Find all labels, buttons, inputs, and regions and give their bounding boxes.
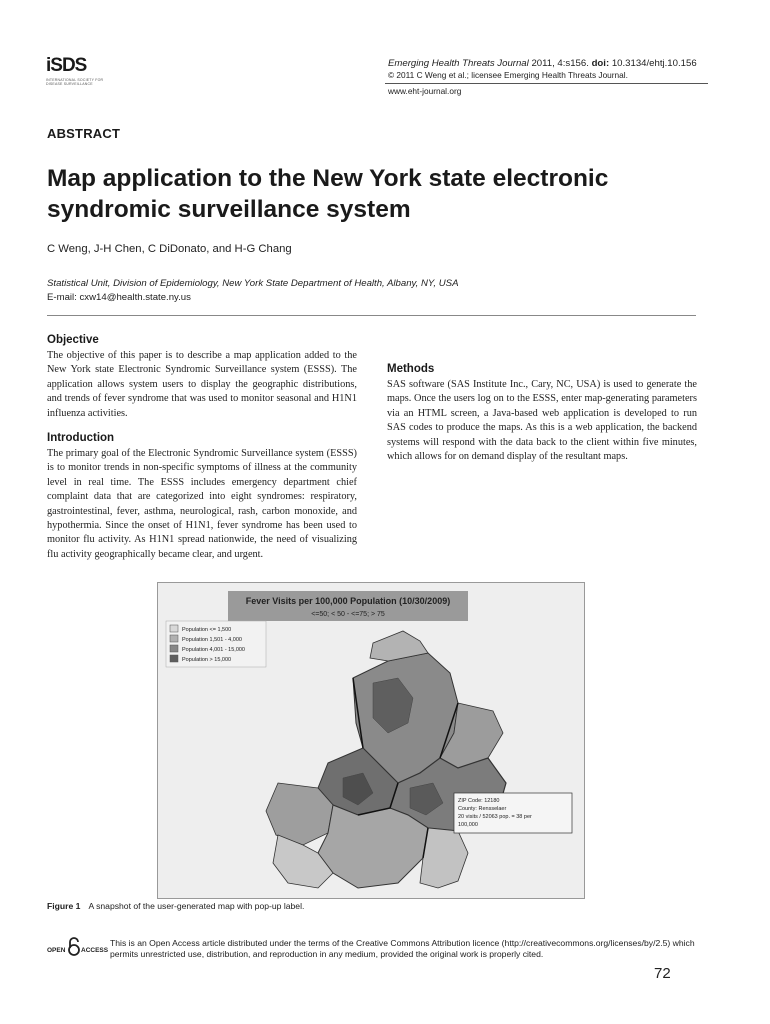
oa-open-text: OPEN (47, 947, 66, 954)
introduction-text: The primary goal of the Electronic Syndromic Surveillance system (ESSS) is to monitor trends in non-specific symptoms of illness at the community level in real time. The ESSS includes emergency department chief complaint data that are categorized into eight syndromes: respiratory, gastrointestinal, fever, asthma, neurological, rash, carbon monoxide, and hypothermia. Since the onset of H1N1, fever syndrome has been used to monitor flu activity. As H1N1 spread nationwide, the need of visualizing flu activity geographically became clear, and urgent. (47, 448, 357, 560)
journal-rule (385, 83, 708, 84)
email[interactable]: E-mail: cxw14@health.state.ny.us (47, 292, 191, 303)
figure-map (157, 582, 585, 899)
journal-name: Emerging Health Threats Journal (388, 58, 529, 69)
logo-subtitle: INTERNATIONAL SOCIETY FOR DISEASE SURVEILLANCE (46, 78, 104, 86)
legend-swatch-3 (170, 645, 178, 652)
objective-text: The objective of this paper is to describe a map application added to the New York state Electronic Syndromic Surveillance system (ESSS). The application allows system users to display the geographic distributions, and trends of fever syndrome that was used to monitor seasonal and H1N1 influenza activities. (47, 350, 357, 419)
affiliation: Statistical Unit, Division of Epidemiology, New York State Department of Health, Albany, NY, USA (47, 278, 459, 289)
objective-heading: Objective (47, 334, 99, 346)
oa-access-text: ACCESS (81, 947, 109, 954)
popup-line-4: 100,000 (458, 822, 478, 828)
license-text: This is an Open Access article distributed under the terms of the Creative Commons Attribution licence (http://creativecommons.org/licenses/by/2.5) which permits unrestricted use, distribution, and reproduction in any medium, provided the original work is properly cited. (110, 938, 695, 959)
introduction-heading: Introduction (47, 432, 115, 445)
figure-caption (47, 901, 304, 911)
copyright: © 2011 C Weng et al.; licensee Emerging Health Threats Journal. (388, 70, 628, 80)
isds-logo (46, 56, 116, 90)
methods-heading: Methods (387, 363, 435, 375)
legend-swatch-2 (170, 635, 178, 642)
doi-label: doi: (591, 58, 610, 69)
open-access-icon (47, 936, 109, 958)
journal-url[interactable]: www.eht-journal.org (388, 86, 462, 96)
map-legend (166, 621, 266, 667)
map-popup (454, 793, 572, 833)
legend-label-3: Population 4,001 - 15,000 (182, 647, 245, 653)
authors: C Weng, J-H Chen, C DiDonato, and H-G Chang (47, 243, 292, 255)
popup-line-2: County: Rensselaer (458, 806, 507, 812)
legend-label-1: Population <= 1,500 (182, 627, 232, 633)
section-label: ABSTRACT (47, 126, 121, 141)
legend-swatch-1 (170, 625, 178, 632)
popup-line-3: 20 visits / 52063 pop. = 38 per (458, 814, 532, 820)
journal-citation (388, 57, 697, 81)
map-title: Fever Visits per 100,000 Population (10/30/2009) (245, 596, 451, 606)
legend-label-4: Population > 15,000 (182, 657, 232, 663)
page-number: 72 (654, 965, 671, 982)
methods-text: SAS software (SAS Institute Inc., Cary, NC, USA) is used to generate the maps. Once the users log on to the ESSS, enter map-generating parameters via an HTML screen, a Java-based web application is developed to run SAS codes to produce the maps. As this is a web application, the backend systems will respond with the data back to the client within five minutes, which allows for on demand display of the resultant maps. (387, 379, 697, 463)
figure-caption-text: A snapshot of the user-generated map with pop-up label. (88, 901, 305, 911)
map-svg (158, 583, 585, 899)
right-column (387, 362, 697, 474)
header-divider (47, 315, 696, 316)
map-subtitle: <=50; < 50 - <=75; > 75 (311, 611, 385, 618)
article-title: Map application to the New York state electronic syndromic surveillance system (47, 165, 609, 223)
doi: 10.3134/ehtj.10.156 (611, 58, 697, 69)
popup-line-1: ZIP Code: 12180 (458, 798, 500, 804)
left-column (47, 333, 357, 572)
legend-label-2: Population 1,501 - 4,000 (182, 637, 242, 643)
journal-year-volume: 2011, 4:s156. (531, 58, 589, 69)
legend-swatch-4 (170, 655, 178, 662)
figure-caption-label: Figure 1 (47, 901, 81, 911)
logo-mark: iSDS (46, 55, 87, 76)
